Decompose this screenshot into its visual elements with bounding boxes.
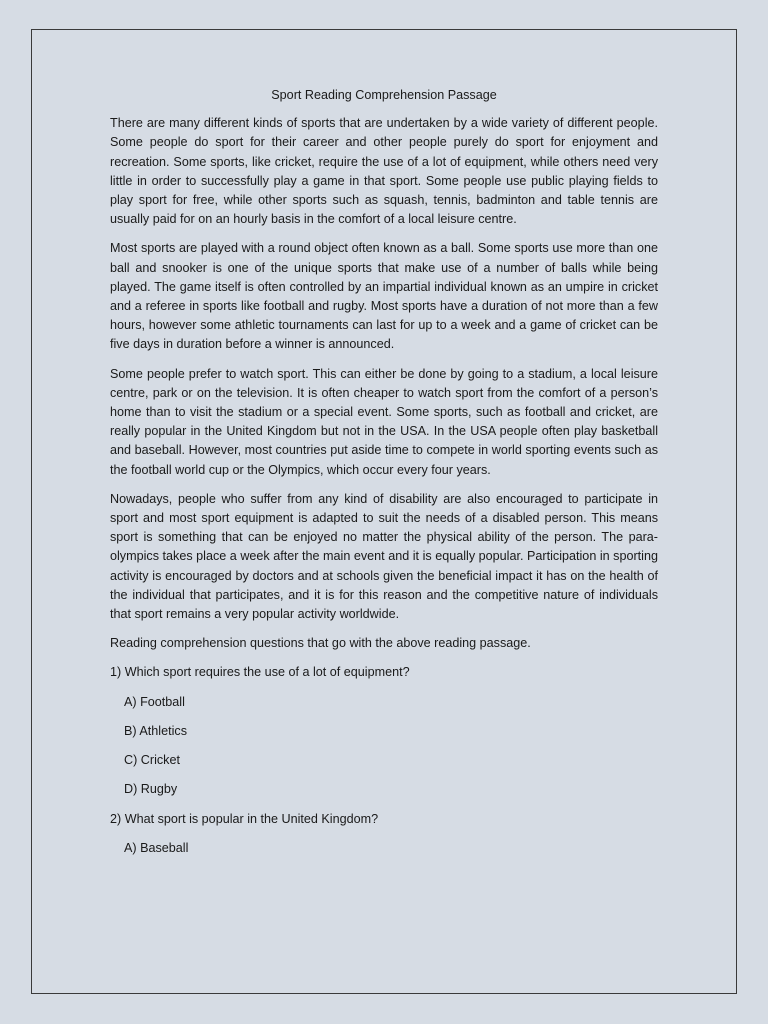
paragraph-4: Nowadays, people who suffer from any kind of disability are also encouraged to participate in sport and most sport equipment is adapted to suit the needs of a disabled person. This means sport is something that can be enjoyed no matter the physical ability of the person. The para-olympics takes place a week after the main event and it is equally popular. Participation in sporting activity is encouraged by doctors and at schools given the beneficial impact it has on the health of the individual that participates, and it is for this reason and the competitive nature of individuals that sport remains a very popular activity worldwide. [110, 491, 658, 622]
question-1-option-d: D) Rugby [124, 782, 178, 797]
question-2: 2) What sport is popular in the United Kingdom? [110, 811, 379, 826]
question-2-option-a: A) Baseball [124, 840, 189, 855]
document-body [110, 86, 658, 868]
questions-intro: Reading comprehension questions that go with the above reading passage. [110, 636, 531, 651]
question-1-option-b: B) Athletics [124, 723, 187, 738]
paragraph-1: There are many different kinds of sports that are undertaken by a wide variety of different people. Some people do sport for their career and other people purely do sport for enjoyment and recreation. Some sports, like cricket, require the use of a lot of equipment, while others need very little in order to successfully play a game in that sport. Some people use public playing fields to play sport for free, while other sports such as squash, tennis, badminton and table tennis are usually paid for on an hourly basis in the comfort of a local leisure centre. [110, 116, 658, 227]
question-1: 1) Which sport requires the use of a lot of equipment? [110, 665, 410, 680]
question-1-option-c: C) Cricket [124, 753, 180, 768]
paragraph-3: Some people prefer to watch sport. This can either be done by going to a stadium, a local leisure centre, park or on the television. It is often cheaper to watch sport from the comfort of a person’s home than to visit the stadium or a special event. Some sports, such as football and cricket, are really popular in the United Kingdom but not in the USA. In the USA people often play basketball and baseball. However, most countries put aside time to compete in world sporting events such as the football world cup or the Olympics, which occur every four years. [110, 366, 658, 477]
question-1-option-a: A) Football [124, 694, 185, 709]
document-title: Sport Reading Comprehension Passage [271, 88, 497, 102]
paragraph-2: Most sports are played with a round object often known as a ball. Some sports use more than one ball and snooker is one of the unique sports that make use of a number of balls while being played. The game itself is often controlled by an impartial individual known as an umpire in cricket and a referee in sports like football and rugby. Most sports have a duration of not more than a few hours, however some athletic tournaments can last for up to a week and a game of cricket can be five days in duration before a winner is announced. [110, 241, 658, 352]
